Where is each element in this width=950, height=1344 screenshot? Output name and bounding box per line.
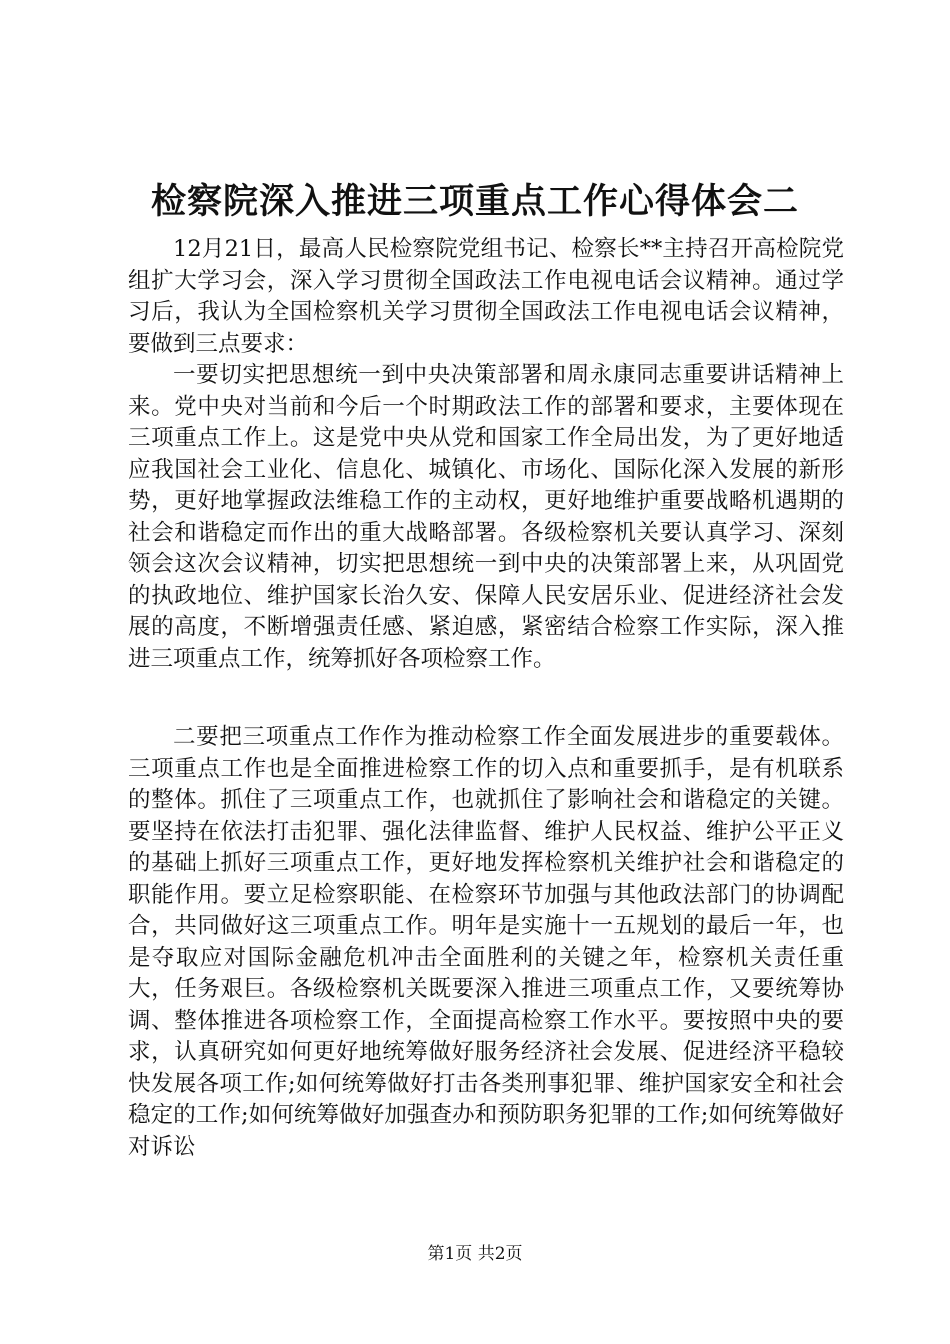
paragraph-point-one: 一要切实把思想统一到中央决策部署和周永康同志重要讲话精神上来。党中央对当前和今后一个时期政法工作的部署和要求，主要体现在三项重点工作上。这是党中央从党和国家工作全局出发，为了更好地适应我国社会工业化、信息化、城镇化、市场化、国际化深入发展的新形势，更好地掌握政法维稳工作的主动权，更好地维护重要战略机遇期的社会和谐稳定而作出的重大战略部署。各级检察机关要认真学习、深刻领会这次会议精神，切实把思想统一到中央的决策部署上来，从巩固党的执政地位、维护国家长治久安、保障人民安居乐业、促进经济社会发展的高度，不断增强责任感、紧迫感，紧密结合检察工作实际，深入推进三项重点工作，统筹抓好各项检察工作。 [128, 362, 844, 672]
document-title: 检察院深入推进三项重点工作心得体会二 [150, 181, 799, 222]
paragraph-point-two: 二要把三项重点工作作为推动检察工作全面发展进步的重要载体。三项重点工作也是全面推进检察工作的切入点和重要抓手，是有机联系的整体。抓住了三项重点工作，也就抓住了影响社会和谐稳定的关键。要坚持在依法打击犯罪、强化法律监督、维护人民权益、维护公平正义的基础上抓好三项重点工作，更好地发挥检察机关维护社会和谐稳定的职能作用。要立足检察职能、在检察环节加强与其他政法部门的协调配合，共同做好这三项重点工作。明年是实施十一五规划的最后一年，也是夺取应对国际金融危机冲击全面胜利的关键之年，检察机关责任重大，任务艰巨。各级检察机关既要深入推进三项重点工作，又要统筹协调、整体推进各项检察工作，全面提高检察工作水平。要按照中央的要求，认真研究如何更好地统筹做好服务经济社会发展、促进经济平稳较快发展各项工作;如何统筹做好打击各类刑事犯罪、维护国家安全和社会稳定的工作;如何统筹做好加强查办和预防职务犯罪的工作;如何统筹做好对诉讼 [128, 724, 844, 1160]
page-number-footer: 第1页 共2页 [427, 1244, 523, 1264]
paragraph-intro: 12月21日，最高人民检察院党组书记、检察长**主持召开高检院党组扩大学习会，深入学习贯彻全国政法工作电视电话会议精神。通过学习后，我认为全国检察机关学习贯彻全国政法工作电视电话会议精神，要做到三点要求： [128, 236, 844, 357]
